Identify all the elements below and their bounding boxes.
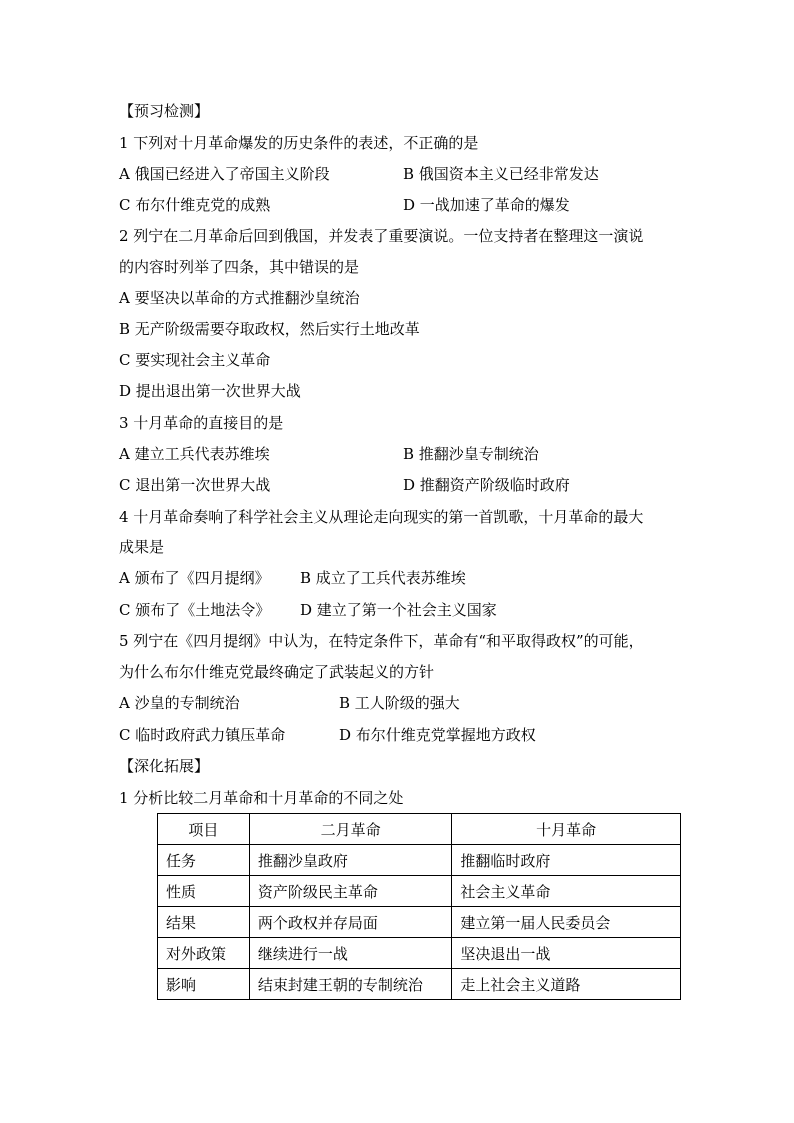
q1-option-b: B 俄国资本主义已经非常发达 xyxy=(403,165,599,183)
table-row xyxy=(158,845,681,876)
q3-option-c: C 退出第一次世界大战 xyxy=(119,476,271,494)
q4-option-b: B 成立了工兵代表苏维埃 xyxy=(300,569,466,587)
table-row xyxy=(158,907,681,938)
table-row xyxy=(158,938,681,969)
q1-option-c: C 布尔什维克党的成熟 xyxy=(119,196,271,214)
table-header-row xyxy=(158,814,681,845)
row-label: 性质 xyxy=(158,876,250,907)
section-title-preview: 【预习检测】 xyxy=(119,102,210,120)
q1-option-d: D 一战加速了革命的爆发 xyxy=(403,196,570,214)
q1-option-a: A 俄国已经进入了帝国主义阶段 xyxy=(119,165,330,183)
row-label: 任务 xyxy=(158,845,250,876)
q5-option-b: B 工人阶级的强大 xyxy=(339,694,460,712)
q3-stem: 3 十月革命的直接目的是 xyxy=(119,414,284,432)
header-cell-october: 十月革命 xyxy=(452,814,681,845)
row-label: 对外政策 xyxy=(158,938,250,969)
february-cell: 资产阶级民主革命 xyxy=(249,876,452,907)
q4-option-c: C 颁布了《土地法令》 xyxy=(119,601,271,619)
row-label: 结果 xyxy=(158,907,250,938)
february-cell: 结束封建王朝的专制统治 xyxy=(249,969,452,1000)
october-cell: 走上社会主义道路 xyxy=(452,969,681,1000)
q5-stem-line1: 5 列宁在《四月提纲》中认为，在特定条件下，革命有“和平取得政权”的可能， xyxy=(119,632,644,650)
february-cell: 推翻沙皇政府 xyxy=(249,845,452,876)
q5-option-c: C 临时政府武力镇压革命 xyxy=(119,726,286,744)
q5-stem-line2: 为什么布尔什维克党最终确定了武装起义的方针 xyxy=(119,663,435,681)
q2-option-b: B 无产阶级需要夺取政权，然后实行土地改革 xyxy=(119,320,420,338)
q4-option-a: A 颁布了《四月提纲》 xyxy=(119,569,270,587)
comparison-table xyxy=(157,813,681,1000)
q2-stem-line2: 的内容时列举了四条，其中错误的是 xyxy=(119,258,360,276)
q3-option-a: A 建立工兵代表苏维埃 xyxy=(119,445,270,463)
q4-stem-line2: 成果是 xyxy=(119,538,165,556)
q2-option-d: D 提出退出第一次世界大战 xyxy=(119,382,301,400)
table-row xyxy=(158,969,681,1000)
compare-stem: 1 分析比较二月革命和十月革命的不同之处 xyxy=(119,789,404,807)
q3-option-b: B 推翻沙皇专制统治 xyxy=(403,445,539,463)
october-cell: 推翻临时政府 xyxy=(452,845,681,876)
q2-stem-line1: 2 列宁在二月革命后回到俄国，并发表了重要演说。一位支持者在整理这一演说 xyxy=(119,227,644,245)
table-row xyxy=(158,876,681,907)
q1-stem: 1 下列对十月革命爆发的历史条件的表述，不正确的是 xyxy=(119,134,479,152)
q5-option-a: A 沙皇的专制统治 xyxy=(119,694,240,712)
february-cell: 两个政权并存局面 xyxy=(249,907,452,938)
header-cell-item: 项目 xyxy=(158,814,250,845)
october-cell: 坚决退出一战 xyxy=(452,938,681,969)
october-cell: 社会主义革命 xyxy=(452,876,681,907)
october-cell: 建立第一届人民委员会 xyxy=(452,907,681,938)
q4-stem-line1: 4 十月革命奏响了科学社会主义从理论走向现实的第一首凯歌，十月革命的最大 xyxy=(119,508,644,526)
february-cell: 继续进行一战 xyxy=(249,938,452,969)
q3-option-d: D 推翻资产阶级临时政府 xyxy=(403,476,570,494)
row-label: 影响 xyxy=(158,969,250,1000)
q2-option-c: C 要实现社会主义革命 xyxy=(119,351,271,369)
q2-option-a: A 要坚决以革命的方式推翻沙皇统治 xyxy=(119,289,360,307)
header-cell-february: 二月革命 xyxy=(249,814,452,845)
q5-option-d: D 布尔什维克党掌握地方政权 xyxy=(339,726,536,744)
section-title-deepen: 【深化拓展】 xyxy=(119,757,210,775)
q4-option-d: D 建立了第一个社会主义国家 xyxy=(300,601,497,619)
